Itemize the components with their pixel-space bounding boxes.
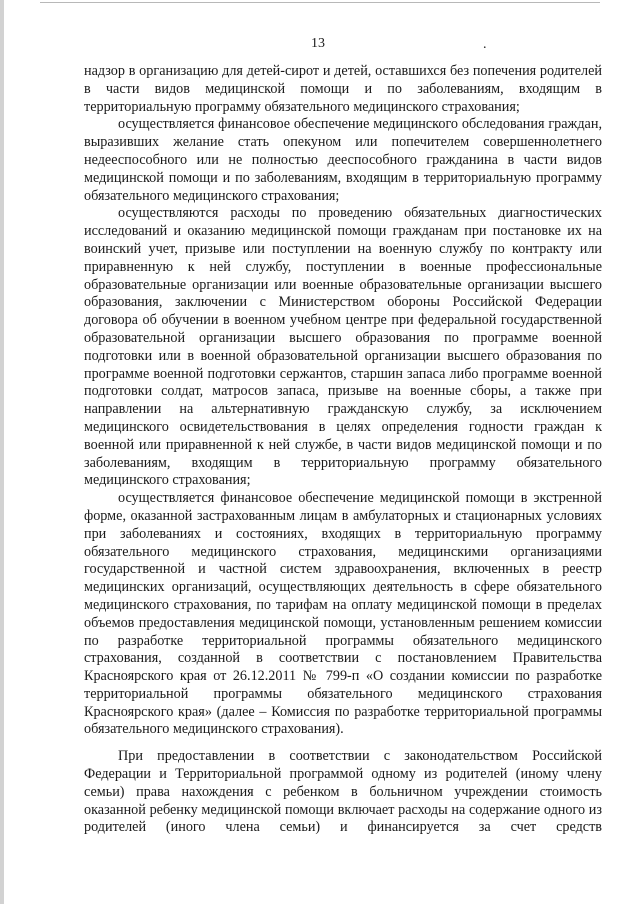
scan-mark: . <box>483 37 487 52</box>
paragraph-2: осуществляется финансовое обеспечение медицинского обследования граждан, выразивших желание стать опекуном или попечителем совершеннолетнего недееспособного или не полностью дееспособного гражданина в части видов медицинской помощи и по заболеваниям, входящим в территориальную программу обязательного медицинского страхования; <box>84 116 602 204</box>
top-scan-rule <box>40 2 600 3</box>
paragraph-5: При предоставлении в соответствии с законодательством Российской Федерации и Территориальной программой одному из родителей (иному члену семьи) права нахождения с ребенком в больничном учреждении стоимость оказанной ребенку медицинской помощи включает расходы на содержание одного из родителей (иного члена семьи) и финансируется за счет средств <box>84 748 602 836</box>
document-body <box>84 63 602 837</box>
paragraph-4: осуществляется финансовое обеспечение медицинской помощи в экстренной форме, оказанной застрахованным лицам в амбулаторных и стационарных условиях при заболеваниях и состояниях, входящих в территориальную программу обязательного медицинского страхования, медицинскими организациями государственной и частной систем здравоохранения, включенных в реестр медицинских организаций, осуществляющих деятельность в сфере обязательного медицинского страхования, по тарифам на оплату медицинской помощи в пределах объемов предоставления медицинской помощи, установленным решением комиссии по разработке территориальной программы обязательного медицинского страхования, созданной в соответствии с постановлением Правительства Красноярского края от 26.12.2011 № 799-п «О создании комиссии по разработке территориальной программы обязательного медицинского страхования Красноярского края» (далее – Комиссия по разработке территориальной программы обязательного медицинского страхования). <box>84 490 602 738</box>
left-scan-edge <box>0 0 4 904</box>
paragraph-1: надзор в организацию для детей-сирот и детей, оставшихся без попечения родителей в части видов медицинской помощи и по заболеваниям, входящим в территориальную программу обязательного медицинского страхования; <box>84 63 602 115</box>
page-number: 13 <box>311 36 325 51</box>
paragraph-3: осуществляются расходы по проведению обязательных диагностических исследований и оказанию медицинской помощи гражданам при постановке их на воинский учет, призыве или поступлении на военную службу по контракту или приравненную к ней службу, поступлении в военные профессиональные образовательные организации или военные образовательные организации высшего образования, заключении с Министерством обороны Российской Федерации договора об обучении в военном учебном центре при федеральной государственной образовательной организации высшего образования по программе военной подготовки или в военной образовательной организации высшего образования по программе военной подготовки сержантов, старшин запаса либо программе военной подготовки солдат, матросов запаса, призыве на военные сборы, а также при направлении на альтернативную гражданскую службу, за исключением медицинского освидетельствования в целях определения годности граждан к военной или приравненной к ней службе, в части видов медицинской помощи и по заболеваниям, входящим в территориальную программу обязательного медицинского страхования; <box>84 205 602 489</box>
